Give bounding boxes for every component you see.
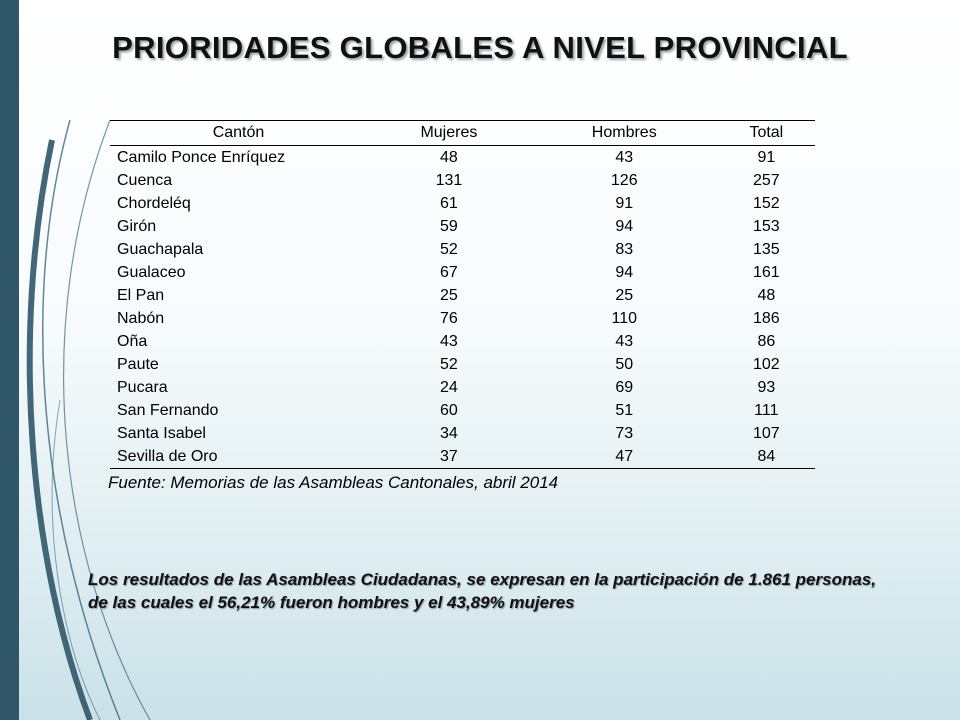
hombres-cell: 83 <box>615 240 634 258</box>
mujeres-cell: 76 <box>440 309 458 327</box>
table-row <box>110 307 815 330</box>
table-row <box>110 399 815 422</box>
table-row <box>110 376 815 399</box>
hombres-cell: 69 <box>615 378 634 396</box>
source-note: Fuente: Memorias de las Asambleas Cantonales, abril 2014 <box>108 473 559 492</box>
hombres-cell: 47 <box>531 445 718 469</box>
mujeres-cell: 37 <box>367 445 531 469</box>
total-cell: 48 <box>757 286 776 304</box>
summary-text: Los resultados de las Asambleas Ciudadanas, se expresan en la participación de 1.861 personas, de las cuales el 56,21% fueron hombres y el 43,89% mujeres <box>88 570 876 612</box>
table-row <box>110 169 815 192</box>
canton-cell: Pucara <box>117 378 168 396</box>
column-header-hombres: Hombres <box>531 121 718 146</box>
total-cell: 93 <box>757 378 776 396</box>
column-header-mujeres: Mujeres <box>367 121 531 146</box>
participation-table <box>110 120 815 469</box>
canton-cell: Nabón <box>117 309 165 327</box>
canton-cell: El Pan <box>117 286 165 304</box>
hombres-cell: 50 <box>615 355 634 373</box>
total-cell: 111 <box>754 401 779 419</box>
hombres-cell: 43 <box>615 332 634 350</box>
total-cell: 186 <box>752 309 780 327</box>
mujeres-cell: 34 <box>440 424 458 442</box>
page-title: PRIORIDADES GLOBALES A NIVEL PROVINCIAL <box>112 30 848 65</box>
hombres-cell: 110 <box>611 309 638 327</box>
hombres-cell: 126 <box>610 171 638 189</box>
total-cell: 135 <box>752 240 780 258</box>
mujeres-cell: 52 <box>440 240 458 258</box>
total-cell: 153 <box>752 217 780 235</box>
table-row <box>110 353 815 376</box>
mujeres-cell: 61 <box>440 194 458 212</box>
table-row <box>110 445 815 469</box>
total-cell: 161 <box>752 263 780 281</box>
table-row <box>110 284 815 307</box>
total-cell: 107 <box>752 424 780 442</box>
hombres-cell: 43 <box>615 148 634 166</box>
mujeres-cell: 59 <box>440 217 458 235</box>
total-cell: 91 <box>757 148 776 166</box>
mujeres-cell: 25 <box>440 286 458 304</box>
hombres-cell: 51 <box>615 401 634 419</box>
hombres-cell: 73 <box>615 424 634 442</box>
canton-cell: Camilo Ponce Enríquez <box>117 148 286 166</box>
mujeres-cell: 67 <box>440 263 458 281</box>
mujeres-cell: 43 <box>440 332 458 350</box>
table-header-row <box>110 121 815 146</box>
table-body <box>110 146 815 469</box>
table-row <box>110 215 815 238</box>
total-cell: 152 <box>752 194 780 212</box>
total-cell: 257 <box>752 171 780 189</box>
table-row <box>110 422 815 445</box>
hombres-cell: 91 <box>615 194 634 212</box>
canton-cell: Girón <box>117 217 157 235</box>
canton-cell: Chordeléq <box>117 194 191 212</box>
canton-cell: Sevilla de Oro <box>110 445 367 469</box>
mujeres-cell: 48 <box>440 148 458 166</box>
canton-cell: Cuenca <box>117 171 173 189</box>
column-header-total: Total <box>718 121 815 146</box>
column-header-canton: Cantón <box>110 121 367 146</box>
total-cell: 84 <box>718 445 815 469</box>
table-row <box>110 330 815 353</box>
left-accent-bar <box>0 0 19 720</box>
canton-cell: San Fernando <box>117 401 219 419</box>
total-cell: 102 <box>752 355 780 373</box>
mujeres-cell: 60 <box>440 401 458 419</box>
hombres-cell: 25 <box>615 286 634 304</box>
canton-cell: Paute <box>117 355 159 373</box>
mujeres-cell: 52 <box>440 355 458 373</box>
canton-cell: Santa Isabel <box>117 424 206 442</box>
hombres-cell: 94 <box>615 217 634 235</box>
canton-cell: Guachapala <box>117 240 204 258</box>
table-row <box>110 146 815 170</box>
total-cell: 86 <box>757 332 776 350</box>
table-row <box>110 261 815 284</box>
table-row <box>110 192 815 215</box>
hombres-cell: 94 <box>615 263 634 281</box>
canton-cell: Gualaceo <box>117 263 186 281</box>
table-row <box>110 238 815 261</box>
mujeres-cell: 24 <box>440 378 458 396</box>
mujeres-cell: 131 <box>435 171 463 189</box>
canton-cell: Oña <box>117 332 148 350</box>
